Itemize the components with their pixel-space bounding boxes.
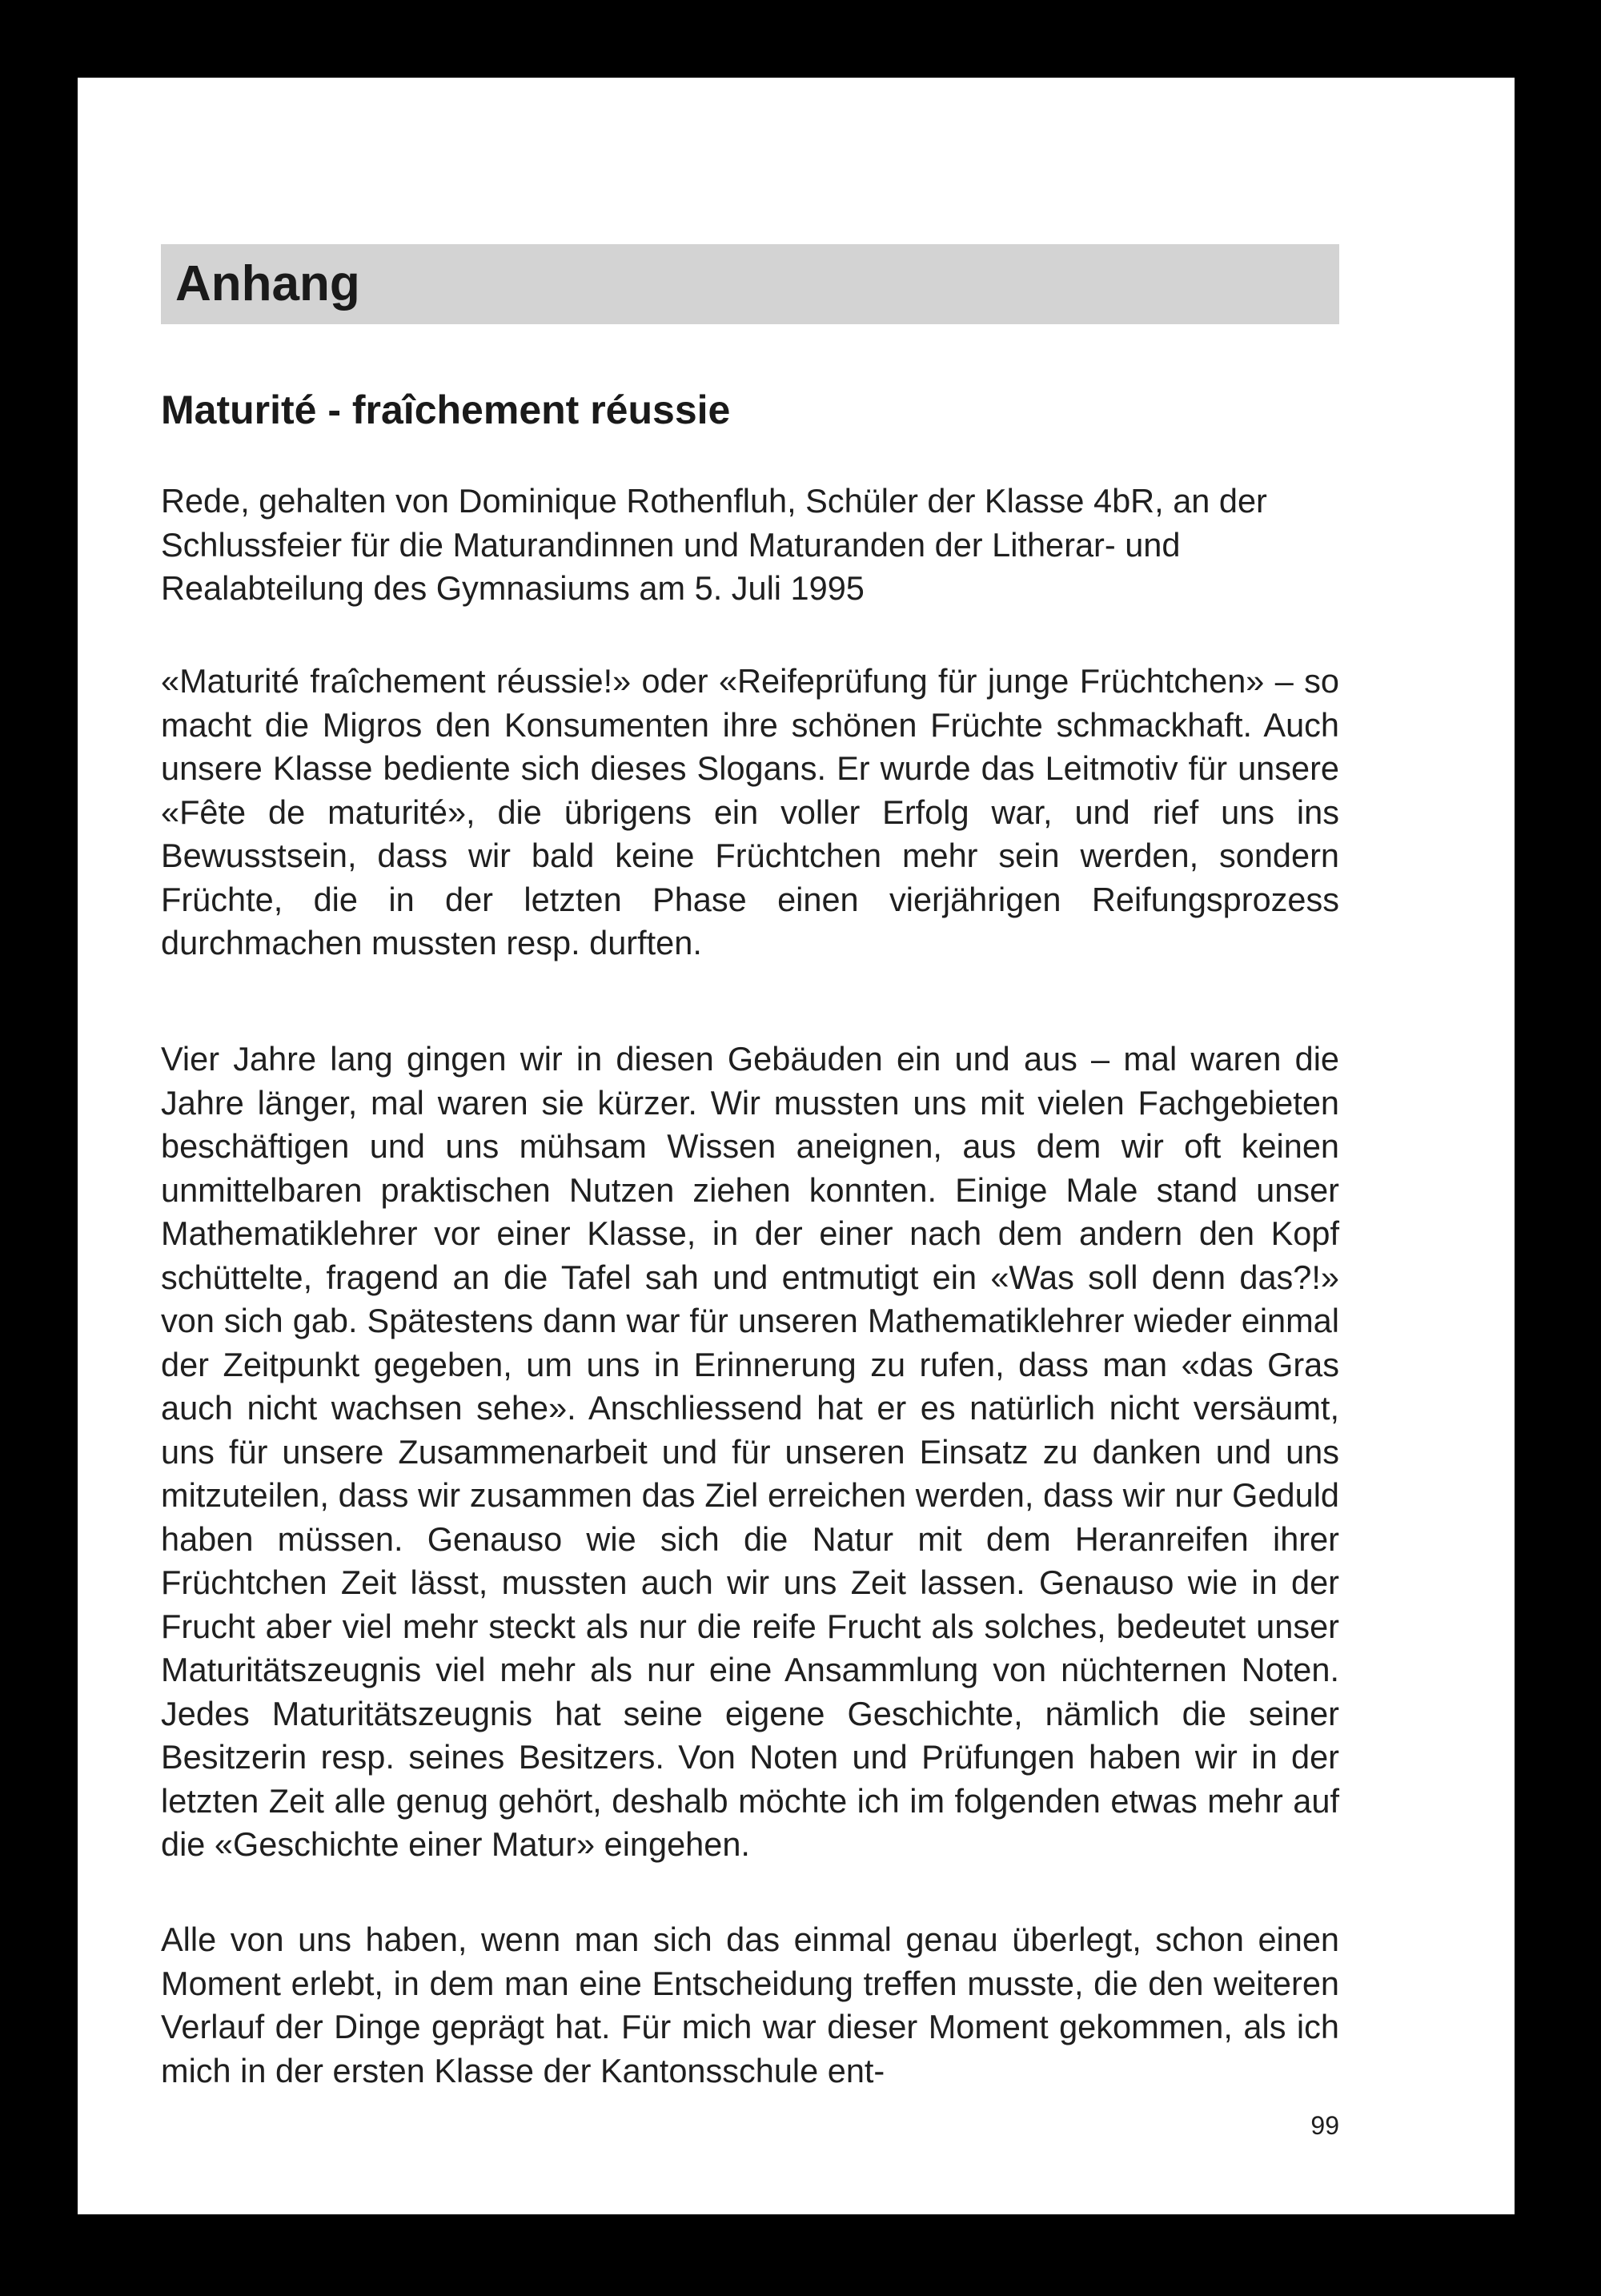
body-paragraph: Alle von uns haben, wenn man sich das einmal genau überlegt, schon einen Moment erlebt, in dem man eine Entscheidung treffen musste, die den weiteren Verlauf der Dinge geprägt hat. Für mich war dieser Moment gekommen, als ich mich in der ersten Klasse der Kantonsschule ent-	[161, 1921, 1339, 2089]
document-page	[78, 78, 1515, 2214]
page-number: 99	[1310, 2111, 1339, 2140]
body-paragraph: Vier Jahre lang gingen wir in diesen Gebäuden ein und aus – mal waren die Jahre länger, mal waren sie kürzer. Wir mussten uns mit vielen Fachgebieten beschäftigen und uns mühsam Wissen aneignen, aus dem wir oft keinen unmittelbaren praktischen Nutzen ziehen konnten. Einige Male stand unser Mathematiklehrer vor einer Klasse, in der einer nach dem andern den Kopf schüttelte, fragend an die Tafel sah und entmutigt ein «Was soll denn das?!» von sich gab. Spätestens dann war für unseren Mathematiklehrer wieder einmal der Zeitpunkt gegeben, um uns in Erinnerung zu rufen, dass man «das Gras auch nicht wachsen sehe». Anschliessend hat er es natürlich nicht versäumt, uns für unsere Zusammenarbeit und für unseren Einsatz zu danken und uns mitzuteilen, dass wir zusammen das Ziel erreichen werden, dass wir nur Geduld haben müssen. Genauso wie sich die Natur mit dem Heranreifen ihrer Früchtchen Zeit lässt, mussten auch wir uns Zeit lassen. Genauso wie in der Frucht aber viel mehr steckt als nur die reife Frucht als solches, bedeutet unser Maturitätszeugnis viel mehr als nur eine Ansammlung von nüchternen Noten. Jedes Maturitätszeugnis hat seine eigene Geschichte, nämlich die seiner Besitzerin resp. seines Besitzers. Von Noten und Prüfungen haben wir in der letzten Zeit alle genug gehört, deshalb möchte ich im folgenden etwas mehr auf die «Geschichte einer Matur» eingehen.	[161, 1040, 1339, 1863]
article-title: Maturité - fraîchement réussie	[161, 387, 731, 432]
section-title: Anhang	[175, 256, 360, 311]
section-header-bar	[161, 244, 1339, 324]
speech-intro: Rede, gehalten von Dominique Rothenfluh, Schüler der Klasse 4bR, an der Schlussfeier für die Maturandinnen und Maturanden der Litherar- und Realabteilung des Gymnasiums am 5. Juli 1995	[161, 482, 1267, 607]
body-paragraph: «Maturité fraîchement réussie!» oder «Reifeprüfung für junge Früchtchen» – so macht die Migros den Konsumenten ihre schönen Früchte schmackhaft. Auch unsere Klasse bediente sich dieses Slogans. Er wurde das Leitmotiv für unsere «Fête de maturité», die übrigens ein voller Erfolg war, und rief uns ins Bewusstsein, dass wir bald keine Früchtchen mehr sein werden, sondern Früchte, die in der letzten Phase einen vierjährigen Reifungsprozess durchmachen mussten resp. durften.	[161, 662, 1339, 961]
